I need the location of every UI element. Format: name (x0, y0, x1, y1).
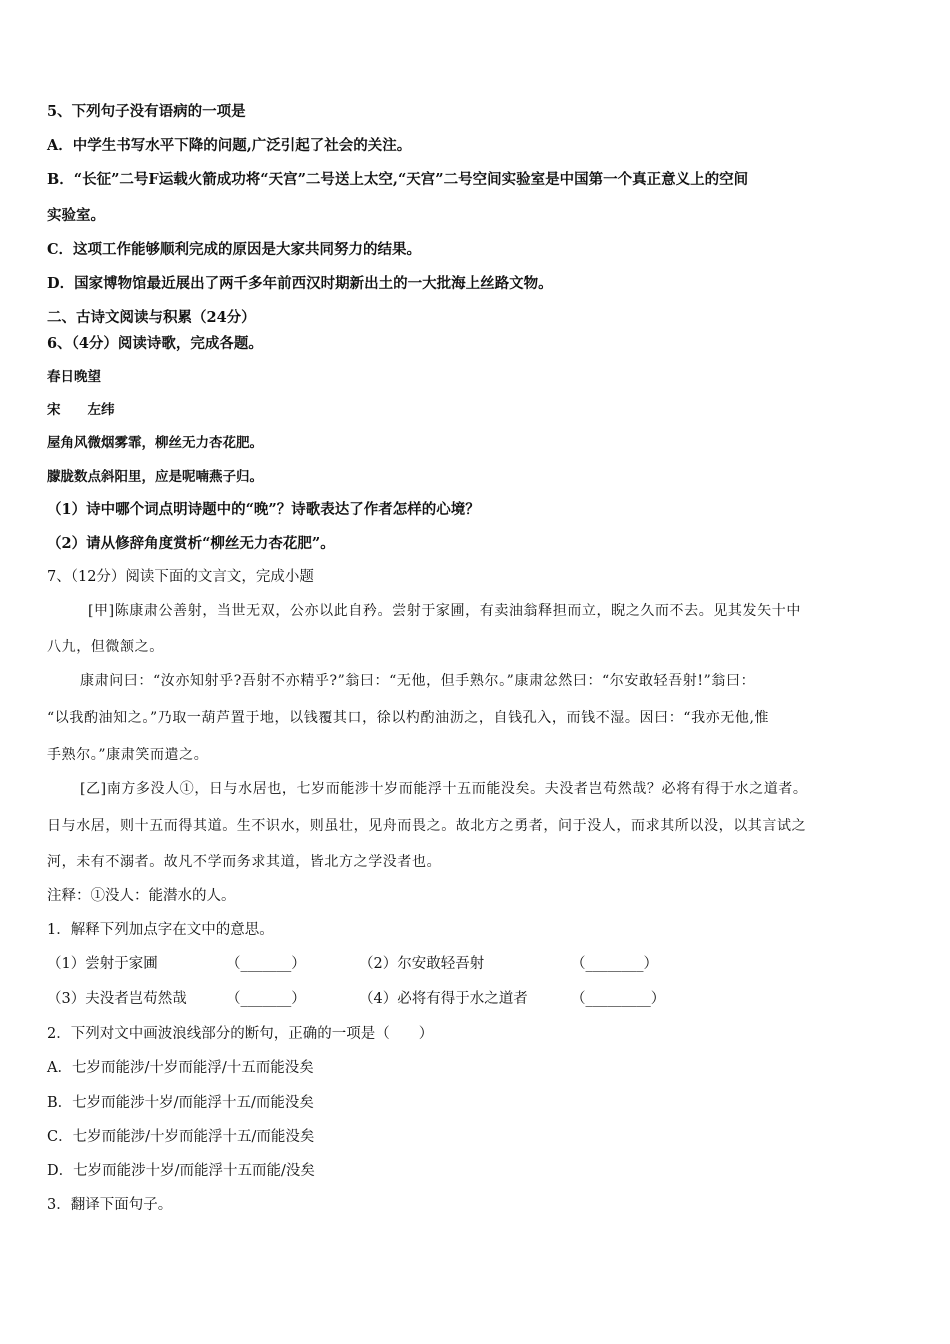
poem-author: 宋 左纬 (47, 402, 115, 418)
vocab-item: （3）夫没者岂苟然哉 (47, 991, 187, 1007)
q7-sub1-stem: 1．解释下列加点字在文中的意思。 (47, 922, 274, 938)
poem-line: 朦胧数点斜阳里，应是呢喃燕子归。 (47, 469, 263, 485)
q5-option-d: D．国家博物馆最近展出了两千多年前西汉时期新出土的一大批海上丝路文物。 (47, 275, 553, 292)
answer-blank: （________） (571, 956, 658, 972)
q5-option-a: A．中学生书写水平下降的问题,广泛引起了社会的关注。 (47, 137, 412, 154)
passage-yi-line: 日与水居，则十五而得其道。生不识水，则虽壮，见舟而畏之。故北方之勇者，问于没人，而求其所以没，以其言试之 (47, 818, 807, 834)
annotation-note: 注释：①没人：能潜水的人。 (47, 888, 236, 904)
q6-sub-question: （2）请从修辞角度赏析“柳丝无力杏花肥”。 (47, 535, 335, 552)
choice-option-c: C．七岁而能涉/十岁而能浮十五/而能没矣 (47, 1129, 315, 1145)
choice-option-b: B．七岁而能涉十岁/而能浮十五/而能没矣 (47, 1095, 314, 1111)
q7-sub3-stem: 3．翻译下面句子。 (47, 1197, 173, 1213)
passage-jia-line: 手熟尔。”康肃笑而遣之。 (47, 747, 209, 763)
passage-jia-line: “以我酌油知之。”乃取一葫芦置于地，以钱覆其口，徐以杓酌油沥之，自钱孔入，而钱不湿。因曰：“我亦无他,惟 (47, 710, 770, 726)
choice-option-a: A．七岁而能涉/十岁而能浮/十五而能没矣 (47, 1060, 314, 1076)
q5-option-b-cont: 实验室。 (47, 207, 105, 224)
section-heading: 二、古诗文阅读与积累（24分） (47, 309, 256, 326)
poem-title: 春日晚望 (47, 369, 101, 385)
passage-jia-line: 康肃问曰：“汝亦知射乎?吾射不亦精乎?”翁曰：“无他，但手熟尔。”康肃忿然曰：“尔安敢轻吾射!”翁曰： (80, 673, 756, 689)
q6-sub-question: （1）诗中哪个词点明诗题中的“晚”？诗歌表达了作者怎样的心境？ (47, 501, 480, 518)
choice-option-d: D．七岁而能涉十岁/而能浮十五而能/没矣 (47, 1163, 315, 1179)
q5-option-b: B．“长征”二号F运载火箭成功将“天宫”二号送上太空,“天宫”二号空间实验室是中国第一个真正意义上的空间 (47, 171, 749, 188)
answer-blank: （_________） (571, 991, 666, 1007)
passage-jia-line: [甲]陈康肃公善射，当世无双，公亦以此自矜。尝射于家圃，有卖油翁释担而立，睨之久而不去。见其发矢十中 (88, 603, 801, 619)
vocab-item: （1）尝射于家圃 (47, 956, 158, 972)
q7-stem: 7、（12分）阅读下面的文言文，完成小题 (47, 569, 314, 585)
passage-yi-line: [乙]南方多没人①，日与水居也，七岁而能涉十岁而能浮十五而能没矣。夫没者岂苟然哉？必将有得于水之道者。 (80, 781, 808, 797)
q6-stem: 6、（4分）阅读诗歌，完成各题。 (47, 335, 263, 352)
q7-sub2-stem: 2．下列对文中画波浪线部分的断句，正确的一项是（ ） (47, 1026, 434, 1042)
q5-stem: 5、下列句子没有语病的一项是 (47, 103, 246, 120)
answer-blank: （_______） (226, 991, 306, 1007)
passage-jia-line: 八九，但微颔之。 (47, 639, 164, 655)
passage-yi-line: 河，未有不溺者。故凡不学而务求其道，皆北方之学没者也。 (47, 854, 442, 870)
vocab-item: （2）尔安敢轻吾射 (359, 956, 485, 972)
q5-option-c: C．这项工作能够顺利完成的原因是大家共同努力的结果。 (47, 241, 422, 258)
answer-blank: （_______） (226, 956, 306, 972)
poem-line: 屋角风微烟雾霏，柳丝无力杏花肥。 (47, 435, 263, 451)
vocab-item: （4）必将有得于水之道者 (359, 991, 528, 1007)
